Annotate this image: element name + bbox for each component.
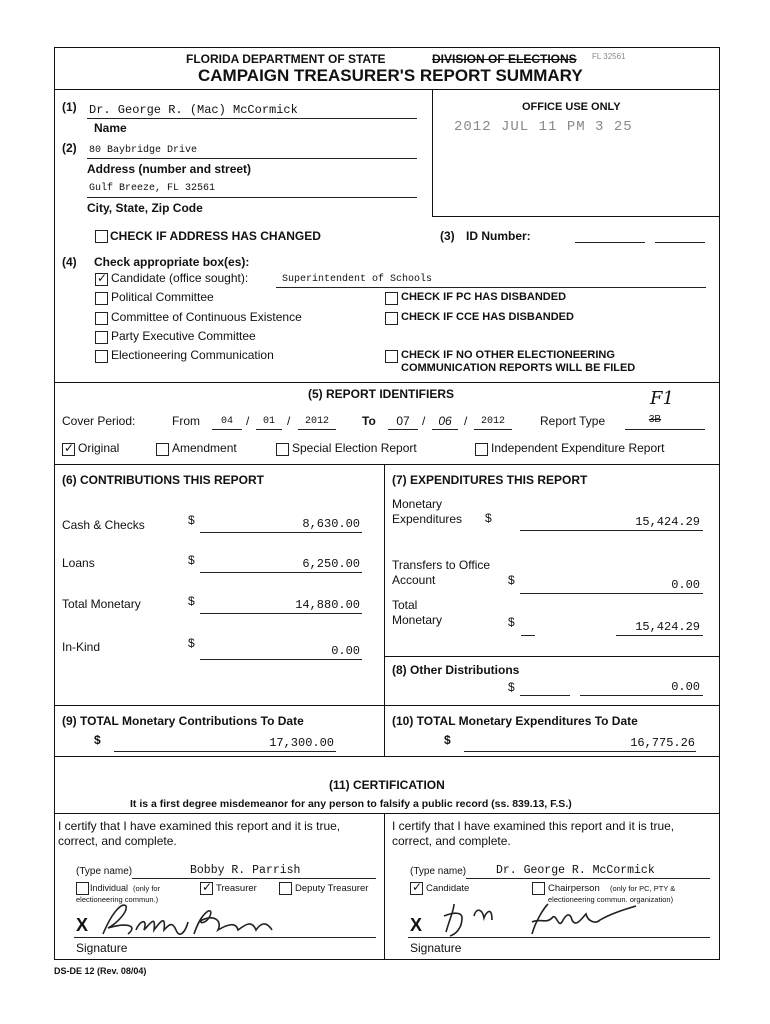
to-year: 2012 [480,416,505,427]
left-name-line [132,878,376,879]
total-exp-label-2: Monetary [392,613,443,627]
no-other-line1: CHECK IF NO OTHER ELECTIONEERING [401,349,615,361]
other-dist-line-b [580,695,703,696]
other-dist-line-a [520,695,570,696]
from-day-line [256,429,282,430]
cert-column-divider [384,813,385,960]
certification-title: (11) CERTIFICATION [329,778,445,792]
check-mark-icon: ✓ [412,880,423,894]
total-monetary-value: 14,880.00 [295,598,360,612]
to-month-line [388,429,418,430]
form-top-border [54,47,720,48]
total-exp-line-b [616,635,703,636]
total-expenditures-value: 16,775.26 [630,736,695,750]
address-value: 80 Baybridge Drive [89,145,198,156]
electioneering-label: Electioneering Communication [111,348,274,362]
section6-top-divider [54,464,720,465]
candidate-checkbox[interactable] [95,273,108,286]
office-sought-underline [276,287,706,288]
chairperson-label: Chairperson [548,883,600,894]
form-bottom-border [54,959,720,960]
right-certify-line2: correct, and complete. [392,834,511,848]
city-underline [87,197,417,198]
candidate-cert-checkbox[interactable] [410,882,423,895]
total-line [200,613,362,614]
total-exp-label-1: Total [392,598,418,612]
special-election-label: Special Election Report [292,441,417,455]
treasurer-checkbox[interactable] [200,882,213,895]
inkind-label: In-Kind [62,640,101,654]
original-checkbox[interactable] [62,443,75,456]
from-month-line [212,429,242,430]
header-divider [54,89,720,90]
section8-top-divider [384,656,720,657]
address-changed-label: CHECK IF ADDRESS HAS CHANGED [110,229,321,243]
office-sought-value: Superintendent of Schools [282,274,433,285]
to-slash-1: / [422,414,426,428]
check-mark-icon: ✓ [64,441,75,455]
pc-disbanded-checkbox[interactable] [385,292,398,305]
deputy-treasurer-label: Deputy Treasurer [295,883,369,894]
check-boxes-label: Check appropriate box(es): [94,255,250,269]
total-exp-value: 15,424.29 [635,620,700,634]
to-slash-2: / [464,414,468,428]
total-exp-line-a [521,635,535,636]
right-type-name-label: (Type name) [410,866,467,877]
office-box-bottom [432,216,720,217]
report-type-value: 3B [648,414,662,425]
chairperson-checkbox[interactable] [532,882,545,895]
individual-note-2: electioneering commun.) [76,895,159,904]
report-identifiers-title: (5) REPORT IDENTIFIERS [308,387,455,401]
left-signature-x: X [76,915,89,935]
left-certify-line1: I certify that I have examined this report and it is true, [58,819,341,833]
cce-label: Committee of Continuous Existence [111,310,302,324]
inkind-line [200,659,362,660]
division-heading: DIVISION OF ELECTIONS [432,52,577,66]
transfers-line [520,593,703,594]
id-line-1 [575,242,645,243]
cce-checkbox[interactable] [95,312,108,325]
other-distributions-value: 0.00 [671,680,700,694]
report-type-handwritten: F1 [650,388,674,409]
independent-expenditure-label: Independent Expenditure Report [491,441,665,455]
section5-top-divider [54,382,720,383]
cert-divider [54,813,720,814]
total-exp-todate-line [464,751,696,752]
to-day: 06 [438,414,452,428]
right-certify-line1: I certify that I have examined this report and it is true, [392,819,675,833]
treasurer-label: Treasurer [216,883,257,894]
cash-checks-label: Cash & Checks [62,518,145,532]
form-id: DS-DE 12 (Rev. 08/04) [54,966,147,976]
total-exp-todate-dollar: $ [444,733,451,747]
chairperson-note-2: electioneering commun. organization) [548,895,674,904]
from-day: 01 [262,416,275,427]
received-date-stamp: 2012 JUL 11 PM 3 25 [454,119,633,135]
report-type-line [625,429,705,430]
loans-label: Loans [62,556,95,570]
name-underline [87,118,417,119]
candidate-label: Candidate (office sought): [111,271,249,285]
amendment-label: Amendment [172,441,237,455]
from-slash-1: / [246,414,250,428]
section9-top-divider [54,705,720,706]
inkind-value: 0.00 [331,644,360,658]
total-contrib-line [114,751,336,752]
cash-checks-value: 8,630.00 [302,517,360,531]
left-signature-label: Signature [76,941,128,955]
total-contributions-title: (9) TOTAL Monetary Contributions To Date [62,714,304,728]
monetary-exp-dollar: $ [485,511,492,525]
treasurer-signature [98,900,298,940]
candidate-cert-label: Candidate [426,883,470,894]
other-distributions-title: (8) Other Distributions [392,663,520,677]
candidate-signer-name: Dr. George R. McCormick [496,864,655,877]
electioneering-checkbox[interactable] [95,350,108,363]
individual-note-1: (only for [133,884,161,893]
cash-dollar: $ [188,513,195,527]
cce-disbanded-checkbox[interactable] [385,312,398,325]
form-left-border [54,47,55,960]
monetary-exp-value: 15,424.29 [635,515,700,529]
loans-dollar: $ [188,553,195,567]
to-label: To [362,414,376,428]
id-number-label: ID Number: [466,229,531,243]
candidate-name-value: Dr. George R. (Mac) McCormick [89,103,298,117]
no-other-line2: COMMUNICATION REPORTS WILL BE FILED [401,362,636,374]
transfers-label-1: Transfers to Office [392,558,491,572]
to-month: 07 [396,414,410,428]
monetary-exp-label-1: Monetary [392,497,443,511]
contributions-title: (6) CONTRIBUTIONS THIS REPORT [62,473,265,487]
check-mark-icon: ✓ [202,880,213,894]
loans-line [200,572,362,573]
cover-period-label: Cover Period: [62,414,136,428]
political-committee-checkbox[interactable] [95,292,108,305]
other-dist-dollar: $ [508,680,515,694]
party-exec-checkbox[interactable] [95,331,108,344]
deputy-treasurer-checkbox[interactable] [279,882,292,895]
transfers-label-2: Account [392,573,436,587]
cce-disbanded-label: CHECK IF CCE HAS DISBANDED [401,311,574,323]
section2-num: (2) [62,141,77,155]
left-type-name-label: (Type name) [76,866,133,877]
address-label: Address (number and street) [87,162,252,176]
city-label: City, State, Zip Code [87,201,203,215]
candidate-signature [440,898,700,940]
city-value: Gulf Breeze, FL 32561 [89,183,216,194]
no-other-electioneering-checkbox[interactable] [385,350,398,363]
dept-heading: FLORIDA DEPARTMENT OF STATE [186,52,386,66]
misdemeanor-warning: It is a first degree misdemeanor for any person to falsify a public record (ss. 839.13, F.S.) [130,798,572,810]
section3-num: (3) [440,229,455,243]
individual-label: Individual [90,883,129,893]
section4-num: (4) [62,255,77,269]
pc-disbanded-label: CHECK IF PC HAS DISBANDED [401,291,567,303]
total-exp-dollar: $ [508,615,515,629]
special-election-checkbox[interactable] [276,443,289,456]
from-slash-2: / [287,414,291,428]
to-day-line [432,429,458,430]
section11-top-divider [54,756,720,757]
id-line-2 [655,242,705,243]
address-underline [87,158,417,159]
from-label: From [172,414,200,428]
right-signature-label: Signature [410,941,462,955]
left-signature-line [74,937,376,938]
from-year-line [298,429,336,430]
right-signature-line [408,937,710,938]
loans-value: 6,250.00 [302,557,360,571]
independent-expenditure-checkbox[interactable] [475,443,488,456]
amendment-checkbox[interactable] [156,443,169,456]
individual-checkbox[interactable] [76,882,89,895]
to-year-line [474,429,512,430]
from-year: 2012 [304,416,329,427]
inkind-dollar: $ [188,636,195,650]
party-exec-label: Party Executive Committee [111,329,256,343]
total-expenditures-title: (10) TOTAL Monetary Expenditures To Date [392,714,638,728]
transfers-dollar: $ [508,573,515,587]
form-right-border [719,47,720,960]
from-month: 04 [220,416,233,427]
monetary-exp-label-2: Expenditures [392,512,463,526]
original-label: Original [78,441,120,455]
right-name-line [466,878,710,879]
office-box-left [432,89,433,217]
cash-line [200,532,362,533]
office-use-label: OFFICE USE ONLY [522,101,621,113]
report-type-label: Report Type [540,414,606,428]
check-mark-icon: ✓ [97,271,108,285]
transfers-value: 0.00 [671,578,700,592]
monetary-exp-line [520,530,703,531]
section1-num: (1) [62,100,77,114]
form-title: CAMPAIGN TREASURER'S REPORT SUMMARY [198,66,583,85]
right-signature-x: X [410,915,423,935]
expenditures-title: (7) EXPENDITURES THIS REPORT [392,473,588,487]
contrib-expend-divider [384,464,385,756]
total-dollar: $ [188,594,195,608]
chairperson-note-1: (only for PC, PTY & [610,884,676,893]
total-contributions-value: 17,300.00 [269,736,334,750]
total-contrib-dollar: $ [94,733,101,747]
total-monetary-label: Total Monetary [62,597,141,611]
political-committee-label: Political Committee [111,290,214,304]
name-label: Name [94,121,127,135]
treasurer-name: Bobby R. Parrish [190,864,301,877]
address-changed-checkbox[interactable] [95,230,108,243]
left-certify-line2: correct, and complete. [58,834,177,848]
faded-stamp: FL 32561 [592,52,626,61]
